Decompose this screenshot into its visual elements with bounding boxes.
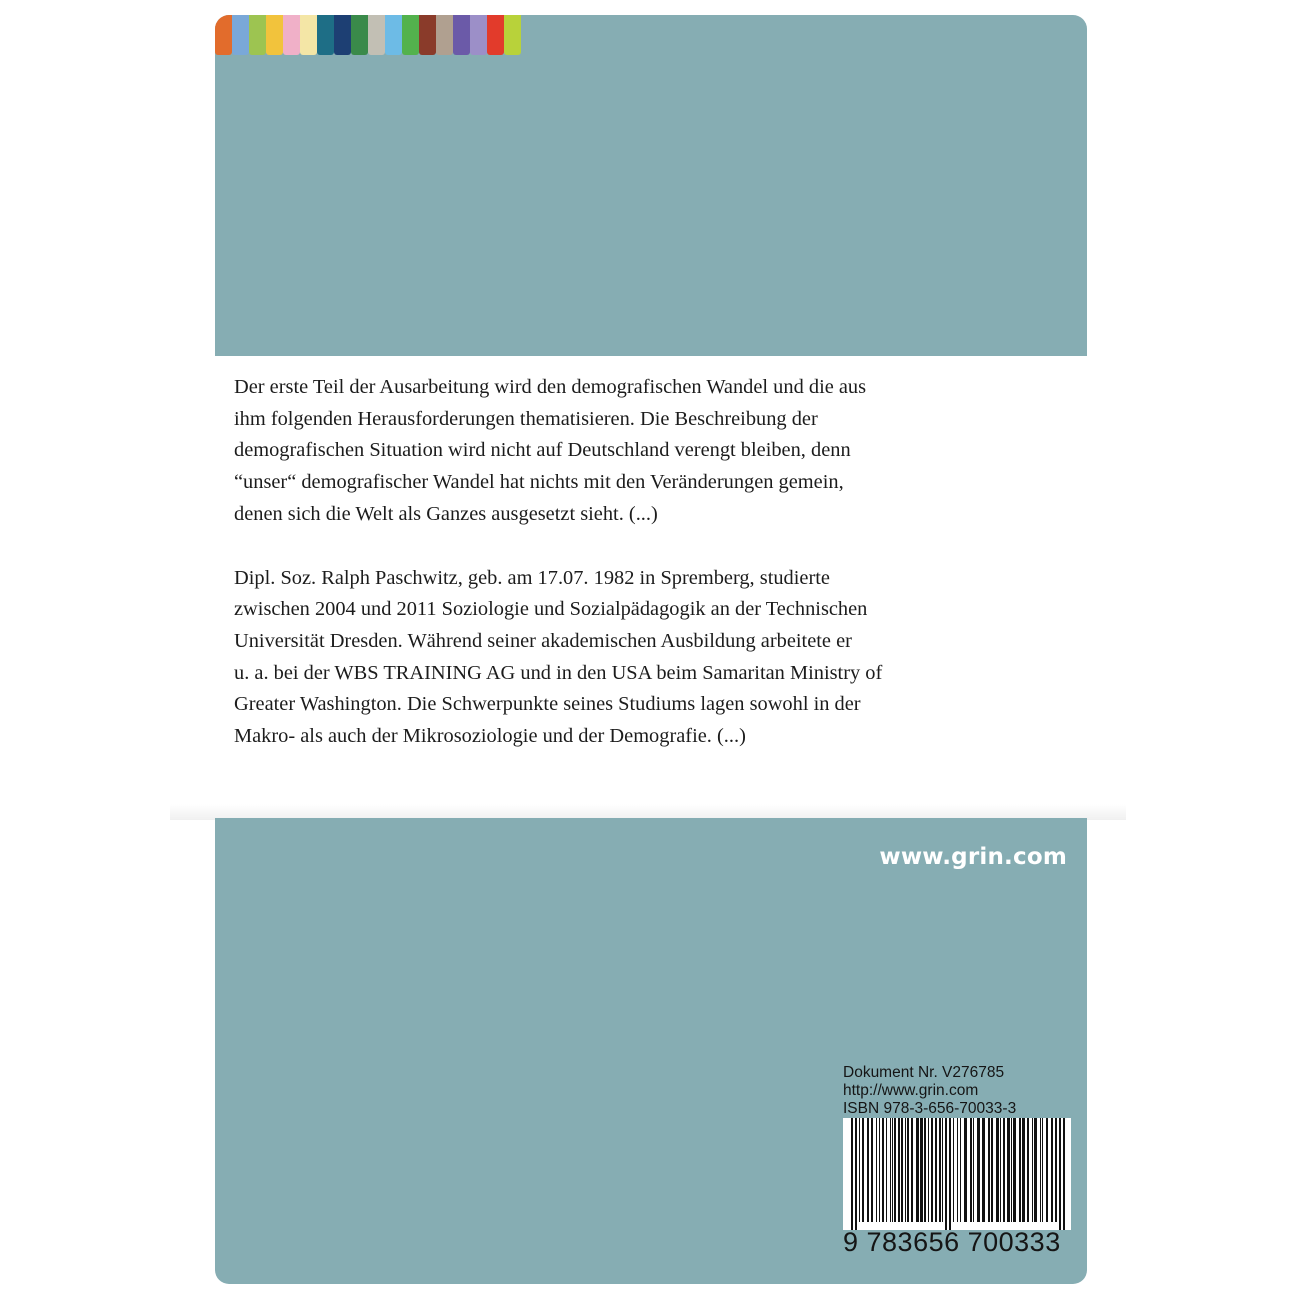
barcode-bar — [924, 1118, 926, 1222]
summary-paragraph: Der erste Teil der Ausarbeitung wird den demografischen Wandel und die aus ihm folgenden Herausforderungen thematisieren. Die Beschreibung der demografischen Situation wird nicht auf Deutschland verengt bleiben, denn “unser“ demografischer Wandel hat nichts mit den Veränderungen gemein, denen sich die Welt als Ganzes ausgesetzt sieht. (...) — [234, 376, 867, 525]
barcode-bar — [894, 1118, 896, 1222]
barcode-bar — [939, 1118, 941, 1222]
barcode-bar — [957, 1118, 958, 1222]
color-stripe — [317, 15, 334, 55]
barcode-bar — [1022, 1118, 1025, 1222]
barcode-bar — [1027, 1118, 1029, 1222]
barcode-bar — [988, 1118, 990, 1222]
isbn-number: ISBN 978-3-656-70033-3 — [843, 1100, 1017, 1117]
barcode-bar — [1011, 1118, 1012, 1222]
barcode-bar — [907, 1118, 909, 1222]
barcode-bar — [1034, 1118, 1037, 1222]
barcode-guard-bar — [945, 1118, 947, 1230]
barcode-bar — [1046, 1118, 1048, 1222]
barcode-bar — [931, 1118, 933, 1222]
color-stripe — [470, 15, 487, 55]
cover-bottom-panel — [215, 818, 1087, 1284]
color-stripe — [419, 15, 436, 55]
barcode-bar — [911, 1118, 913, 1222]
barcode-guard-bar — [851, 1118, 853, 1230]
barcode-bar — [890, 1118, 891, 1222]
color-stripe — [436, 15, 453, 55]
barcode-bar — [901, 1118, 903, 1222]
barcode-bar — [942, 1118, 943, 1222]
barcode-bar — [905, 1118, 906, 1222]
barcode-bar — [1032, 1118, 1033, 1222]
barcode-guard-bar — [949, 1118, 951, 1230]
barcode-guard-bar — [855, 1118, 857, 1230]
barcode-bar — [892, 1118, 893, 1222]
barcode-bar — [960, 1118, 961, 1222]
barcode-bar — [935, 1118, 937, 1222]
barcode-bar — [973, 1118, 974, 1222]
cover-top-panel — [215, 15, 1087, 356]
barcode-bar — [882, 1118, 884, 1222]
barcode-guard-bar — [1063, 1118, 1065, 1230]
barcode-bar — [886, 1118, 887, 1222]
barcode-guard-bar — [1059, 1118, 1061, 1230]
color-stripe — [283, 15, 300, 55]
barcode-bars — [843, 1118, 1071, 1230]
barcode-bar — [977, 1118, 980, 1222]
document-info — [843, 1064, 1073, 1118]
barcode-bar — [898, 1118, 900, 1222]
barcode-bar — [996, 1118, 999, 1222]
barcode-bar — [1055, 1118, 1057, 1222]
barcode-bar — [991, 1118, 993, 1222]
barcode-bar — [1042, 1118, 1043, 1222]
color-stripe — [368, 15, 385, 55]
document-number: Dokument Nr. V276785 — [843, 1064, 1005, 1081]
barcode-bar — [862, 1118, 864, 1222]
description-text-area — [234, 372, 954, 753]
color-stripe — [300, 15, 317, 55]
barcode-bar — [879, 1118, 880, 1222]
author-bio-paragraph: Dipl. Soz. Ralph Paschwitz, geb. am 17.07. 1982 in Spremberg, studierte zwischen 2004 und 2011 Soziologie und Sozialpädagogik an der Technischen Universität Dresden. Während seiner akademischen Ausbildung arbeitete er u. a. bei der WBS TRAINING AG und in den USA beim Samaritan Ministry of Greater Washington. Die Schwerpunkte seines Studiums lagen sowohl in der Makro- als auch der Mikrosoziologie und der Demografie. (...) — [234, 566, 883, 748]
barcode-bar — [920, 1118, 923, 1222]
color-stripe — [402, 15, 419, 55]
color-stripe — [385, 15, 402, 55]
color-stripe — [487, 15, 504, 55]
barcode-bar — [1013, 1118, 1016, 1222]
document-url: http://www.grin.com — [843, 1082, 979, 1099]
barcode-bar — [871, 1118, 873, 1222]
barcode-bar — [1000, 1118, 1001, 1222]
color-stripe — [215, 15, 232, 55]
barcode-bar — [1019, 1118, 1021, 1222]
barcode-bar — [1051, 1118, 1053, 1222]
barcode-bar — [859, 1118, 860, 1222]
publisher-website: www.grin.com — [879, 844, 1067, 870]
barcode-bar — [1040, 1118, 1041, 1222]
isbn-barcode — [843, 1118, 1071, 1260]
barcode-bar — [928, 1118, 929, 1222]
barcode-bar — [964, 1118, 967, 1222]
barcode-bar — [953, 1118, 954, 1222]
barcode-bar — [876, 1118, 877, 1222]
color-stripe — [504, 15, 521, 55]
color-stripe — [266, 15, 283, 55]
barcode-bar — [867, 1118, 869, 1222]
color-stripe — [232, 15, 249, 55]
barcode-bar — [970, 1118, 972, 1222]
barcode-bar — [982, 1118, 985, 1222]
barcode-digits: 9 783656 700333 — [843, 1227, 1061, 1257]
barcode-bar — [1007, 1118, 1010, 1222]
color-stripe-bar — [215, 15, 521, 55]
color-stripe — [351, 15, 368, 55]
color-stripe — [453, 15, 470, 55]
color-stripe — [249, 15, 266, 55]
barcode-bar — [1003, 1118, 1005, 1222]
color-stripe — [334, 15, 351, 55]
barcode-bar — [916, 1118, 919, 1222]
